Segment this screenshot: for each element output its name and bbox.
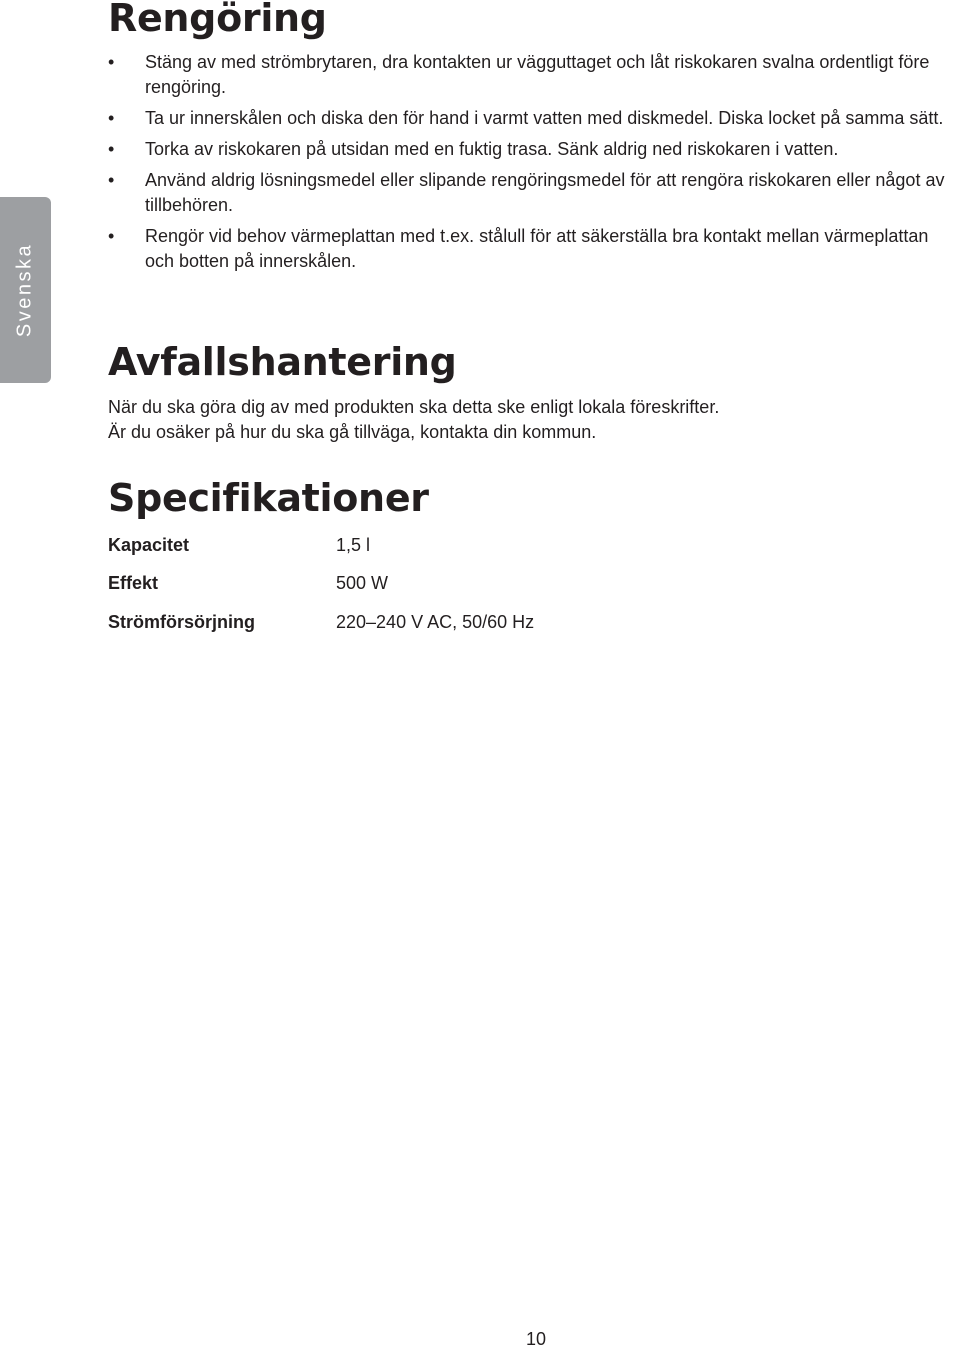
section-title-cleaning: Rengöring bbox=[108, 0, 327, 40]
cleaning-instructions-list bbox=[108, 50, 960, 280]
list-item-text: Torka av riskokaren på utsidan med en fuktig trasa. Sänk aldrig ned riskokaren i vatten. bbox=[145, 139, 839, 159]
spec-value: 1,5 l bbox=[336, 535, 371, 555]
list-item bbox=[108, 106, 960, 131]
spec-row-capacity bbox=[108, 533, 808, 558]
list-item-text: Stäng av med strömbrytaren, dra kontakten ur vägguttaget och låt riskokaren svalna ordentligt före rengöring. bbox=[145, 52, 930, 97]
spec-value: 220–240 V AC, 50/60 Hz bbox=[336, 612, 535, 632]
spec-row-power-supply bbox=[108, 610, 808, 635]
spec-label: Effekt bbox=[108, 573, 159, 593]
spec-label: Kapacitet bbox=[108, 535, 190, 555]
spec-row-power bbox=[108, 571, 808, 596]
section-title-disposal: Avfallshantering bbox=[108, 340, 457, 384]
bullet-icon: • bbox=[108, 226, 115, 246]
bullet-icon: • bbox=[108, 139, 115, 159]
list-item bbox=[108, 224, 960, 274]
list-item bbox=[108, 137, 960, 162]
bullet-icon: • bbox=[108, 170, 115, 190]
list-item bbox=[108, 50, 960, 100]
disposal-line: När du ska göra dig av med produkten ska detta ske enligt lokala föreskrifter. bbox=[108, 397, 720, 417]
language-tab-label: Svenska bbox=[13, 242, 36, 338]
bullet-icon: • bbox=[108, 52, 115, 72]
bullet-icon: • bbox=[108, 108, 115, 128]
list-item-text: Använd aldrig lösningsmedel eller slipande rengöringsmedel för att rengöra riskokaren eller något av tillbehören. bbox=[145, 170, 945, 215]
section-title-specifications: Specifikationer bbox=[108, 476, 429, 520]
list-item-text: Ta ur innerskålen och diska den för hand i varmt vatten med diskmedel. Diska locket på samma sätt. bbox=[145, 108, 944, 128]
disposal-line: Är du osäker på hur du ska gå tillväga, kontakta din kommun. bbox=[108, 422, 597, 442]
page-number: 10 bbox=[525, 1329, 547, 1349]
spec-value: 500 W bbox=[336, 573, 389, 593]
disposal-paragraph bbox=[108, 395, 948, 445]
spec-label: Strömförsörjning bbox=[108, 612, 255, 632]
list-item-text: Rengör vid behov värmeplattan med t.ex. stålull för att säkerställa bra kontakt mellan värmeplattan och botten på innerskålen. bbox=[145, 226, 929, 271]
list-item bbox=[108, 168, 960, 218]
